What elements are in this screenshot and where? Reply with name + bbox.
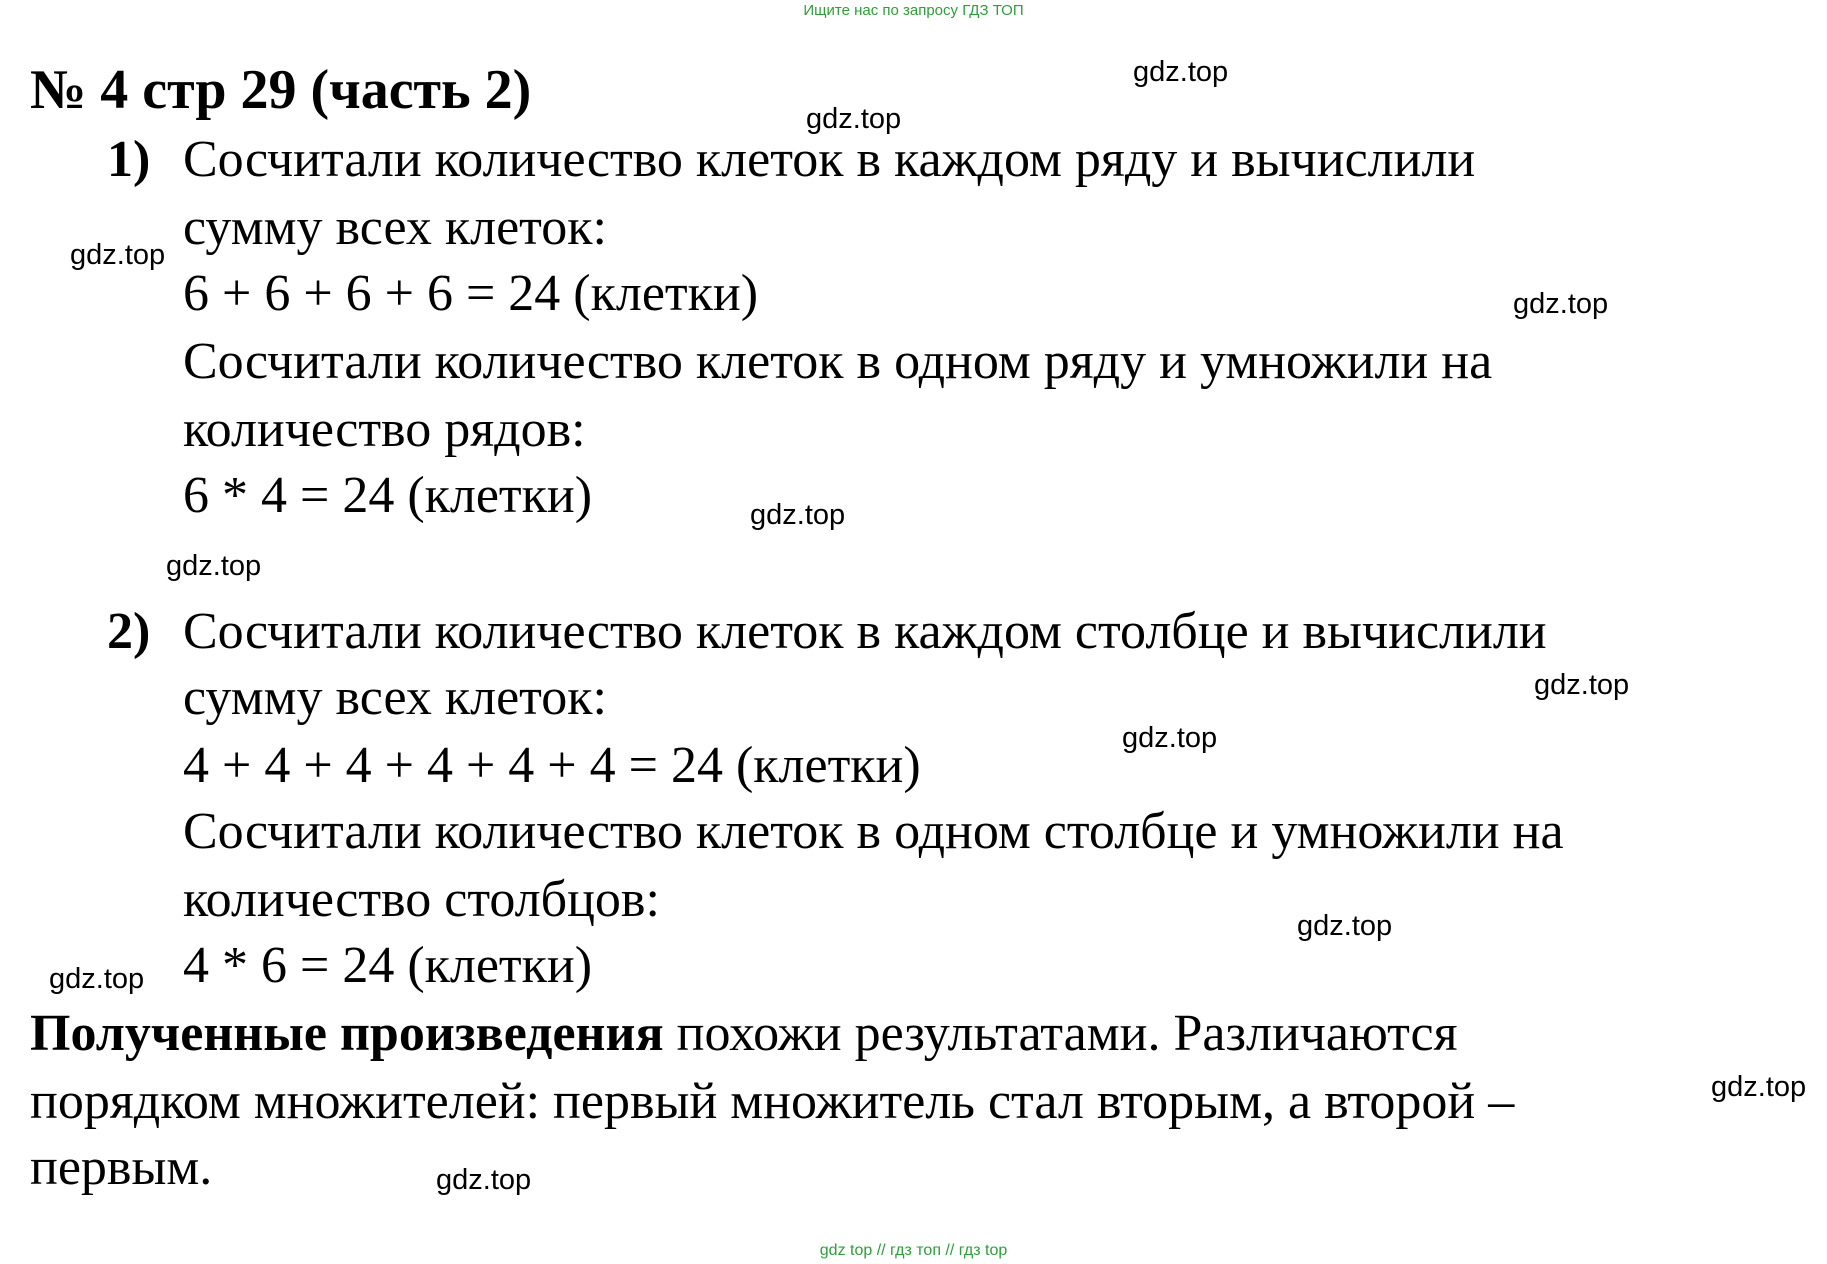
conclusion-line-1: [30, 1002, 1458, 1066]
watermark: gdz.top: [1711, 1071, 1807, 1103]
item-2-equation-sum: 4 + 4 + 4 + 4 + 4 + 4 = 24 (клетки): [183, 737, 921, 794]
watermark: gdz.top: [49, 963, 145, 995]
header-note: Ищите нас по запросу ГДЗ ТОП: [803, 2, 1024, 19]
item-1-line-4: Сосчитали количество клеток в одном ряду и умножили на: [183, 333, 1493, 390]
watermark: gdz.top: [1534, 669, 1630, 701]
watermark: gdz.top: [436, 1164, 532, 1196]
watermark: gdz.top: [70, 239, 166, 271]
item-1-line-1: Сосчитали количество клеток в каждом ряду и вычислили: [183, 131, 1476, 188]
watermark: gdz.top: [1513, 288, 1609, 320]
item-2-line-1: Сосчитали количество клеток в каждом столбце и вычислили: [183, 603, 1547, 660]
conclusion-line-3: первым.: [30, 1139, 213, 1196]
item-2-line-4: Сосчитали количество клеток в одном столбце и умножили на: [183, 803, 1564, 860]
watermark: gdz.top: [1122, 722, 1218, 754]
item-1-equation-sum: 6 + 6 + 6 + 6 = 24 (клетки): [183, 265, 759, 322]
item-1-number: 1): [107, 131, 151, 188]
footer-note: gdz top // гдз топ // гдз top: [819, 1242, 1008, 1259]
watermark: gdz.top: [750, 499, 846, 531]
conclusion-bold: Полученные произведения: [30, 1005, 664, 1062]
conclusion-line-1-rest: похожи результатами. Различаются: [663, 1005, 1458, 1062]
item-1-equation-product: 6 * 4 = 24 (клетки): [183, 467, 593, 524]
item-2-line-5: количество столбцов:: [183, 871, 660, 928]
item-2-number: 2): [107, 603, 151, 660]
task-title: № 4 стр 29 (часть 2): [30, 59, 532, 121]
conclusion-line-2: порядком множителей: первый множитель стал вторым, а второй –: [30, 1073, 1515, 1130]
item-2-line-2: сумму всех клеток:: [183, 669, 607, 726]
item-1-line-2: сумму всех клеток:: [183, 199, 607, 256]
item-1-line-5: количество рядов:: [183, 401, 586, 458]
watermark: gdz.top: [806, 103, 902, 135]
watermark: gdz.top: [1297, 910, 1393, 942]
watermark: gdz.top: [1133, 56, 1229, 88]
watermark: gdz.top: [166, 550, 262, 582]
item-2-equation-product: 4 * 6 = 24 (клетки): [183, 937, 593, 994]
